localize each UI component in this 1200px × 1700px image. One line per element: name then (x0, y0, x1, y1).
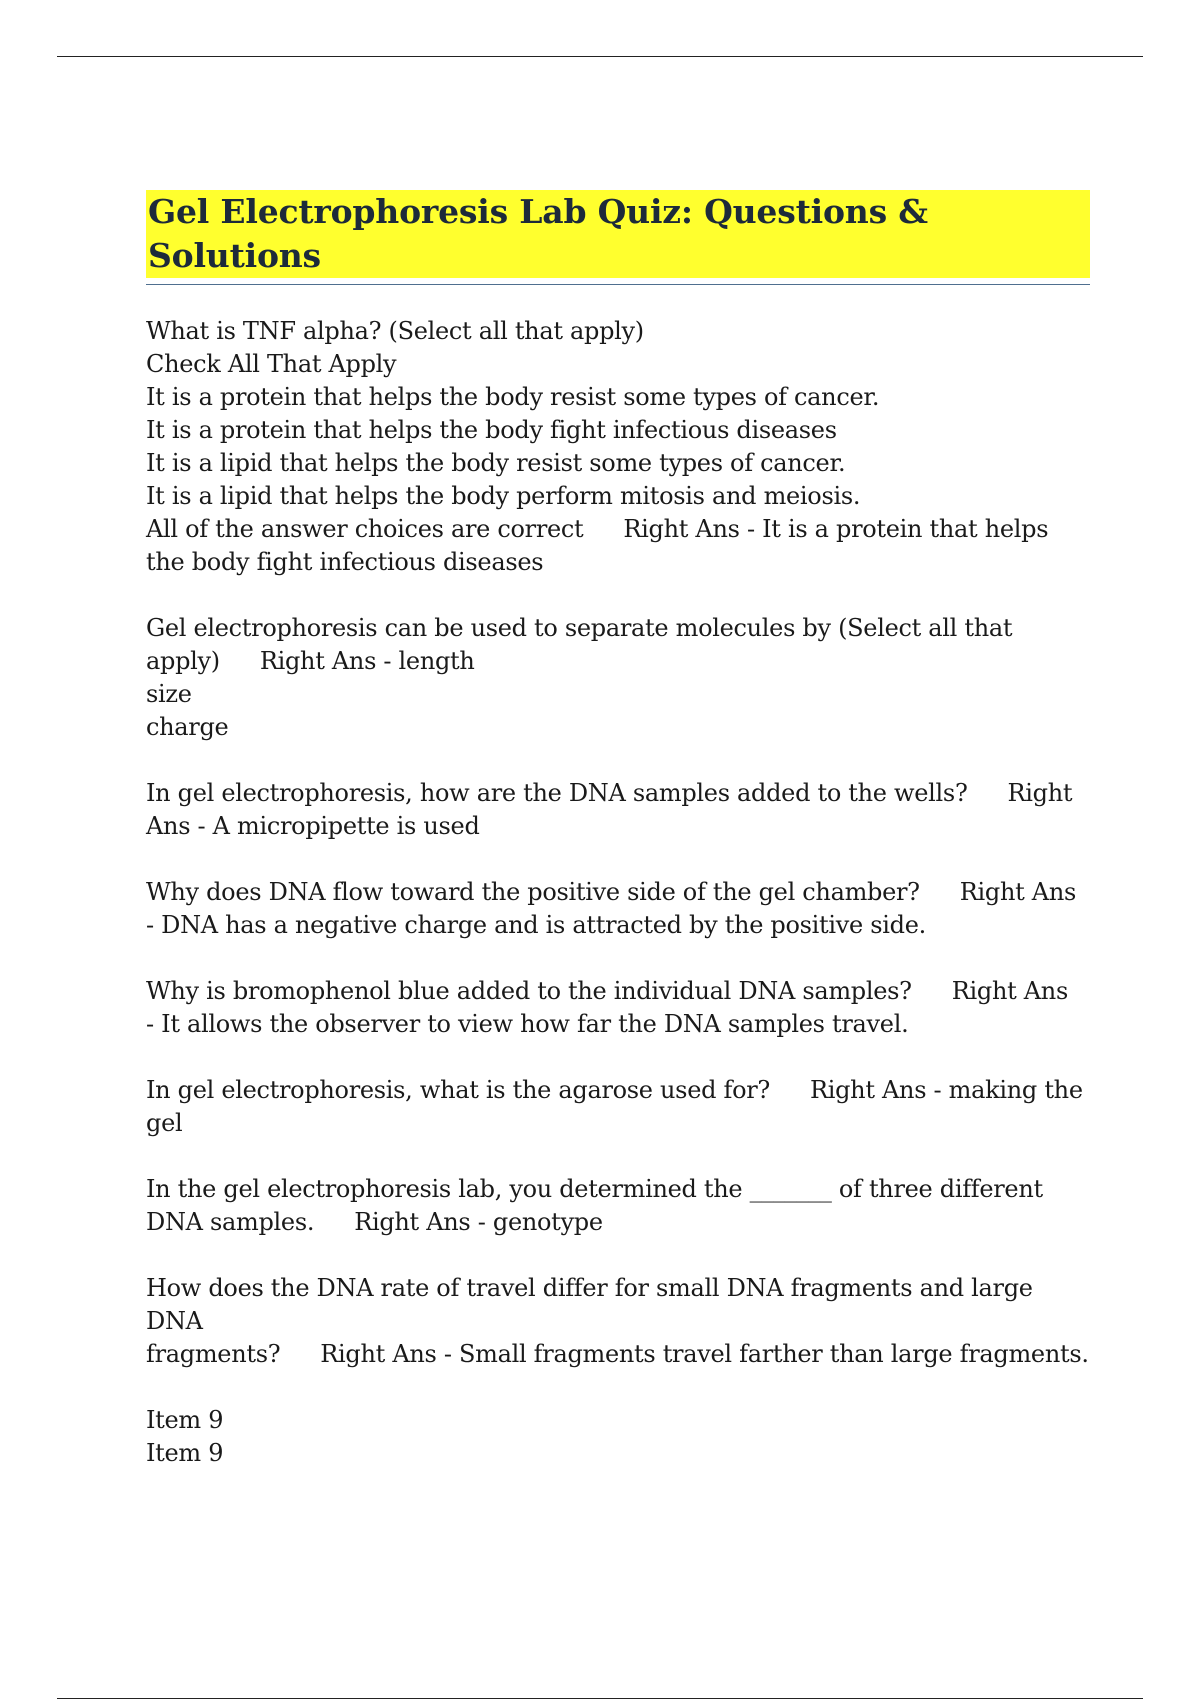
answer-choice: It is a lipid that helps the body perform mitosis and meiosis. (146, 482, 861, 510)
answer-line (146, 975, 1090, 1008)
right-answer: Right (1007, 779, 1073, 807)
right-answer: Right Ans (959, 878, 1076, 906)
qa-item-1 (146, 315, 1090, 579)
answer-line (146, 1074, 1090, 1107)
answer-choice: All of the answer choices are correct (146, 515, 584, 543)
answer-line (146, 513, 1090, 546)
answer-choice: It is a lipid that helps the body resist some types of cancer. (146, 449, 846, 477)
qa-item-8 (146, 1272, 1090, 1371)
document-body (146, 190, 1090, 1503)
item-label: Item 9 (146, 1406, 224, 1434)
question-text: In gel electrophoresis, what is the agarose used for? (146, 1076, 770, 1104)
question-text: In gel electrophoresis, how are the DNA samples added to the wells? (146, 779, 968, 807)
question-text: How does the DNA rate of travel differ for small DNA fragments and large DNA (146, 1274, 1033, 1335)
question-text: In the gel electrophoresis lab, you determined the _______ of three different (146, 1175, 1043, 1203)
right-answer-continued: - It allows the observer to view how far the DNA samples travel. (146, 1010, 909, 1038)
right-answer: Right Ans - It is a protein that helps (623, 515, 1049, 543)
right-answer: Right Ans - making the (809, 1076, 1083, 1104)
answer-line (146, 645, 1090, 678)
right-answer-continued: gel (146, 1109, 183, 1137)
header-rule (57, 56, 1143, 57)
answer-value: charge (146, 713, 229, 741)
question-text: Why is bromophenol blue added to the individual DNA samples? (146, 977, 912, 1005)
item-label: Item 9 (146, 1439, 224, 1467)
answer-line (146, 1206, 1090, 1239)
qa-item-5 (146, 975, 1090, 1041)
answer-line (146, 777, 1090, 810)
right-answer-continued: Ans - A micropipette is used (146, 812, 480, 840)
qa-item-3 (146, 777, 1090, 843)
qa-item-6 (146, 1074, 1090, 1140)
title-block (146, 190, 1090, 285)
qa-item-9 (146, 1404, 1090, 1470)
right-answer: Right Ans - Small fragments travel farther than large fragments. (320, 1340, 1089, 1368)
question-text: What is TNF alpha? (Select all that apply) (146, 317, 644, 345)
qa-item-7 (146, 1173, 1090, 1239)
right-answer-continued: the body fight infectious diseases (146, 548, 544, 576)
question-text: DNA samples. (146, 1208, 315, 1236)
footer-rule (57, 1698, 1143, 1699)
right-answer: Right Ans (951, 977, 1068, 1005)
answer-choice: It is a protein that helps the body resist some types of cancer. (146, 383, 880, 411)
question-text: apply) (146, 647, 220, 675)
right-answer: Right Ans - genotype (354, 1208, 603, 1236)
answer-line (146, 1338, 1090, 1371)
qa-item-4 (146, 876, 1090, 942)
question-text: Gel electrophoresis can be used to separate molecules by (Select all that (146, 614, 1013, 642)
right-answer: Right Ans - length (259, 647, 475, 675)
question-text: fragments? (146, 1340, 281, 1368)
document-title: Gel Electrophoresis Lab Quiz: Questions & Solutions (146, 190, 1090, 278)
question-text: Why does DNA flow toward the positive side of the gel chamber? (146, 878, 920, 906)
answer-choice: It is a protein that helps the body fight infectious diseases (146, 416, 837, 444)
qa-item-2 (146, 612, 1090, 744)
answer-line (146, 876, 1090, 909)
answer-value: size (146, 680, 192, 708)
right-answer-continued: - DNA has a negative charge and is attracted by the positive side. (146, 911, 926, 939)
instruction-text: Check All That Apply (146, 350, 397, 378)
